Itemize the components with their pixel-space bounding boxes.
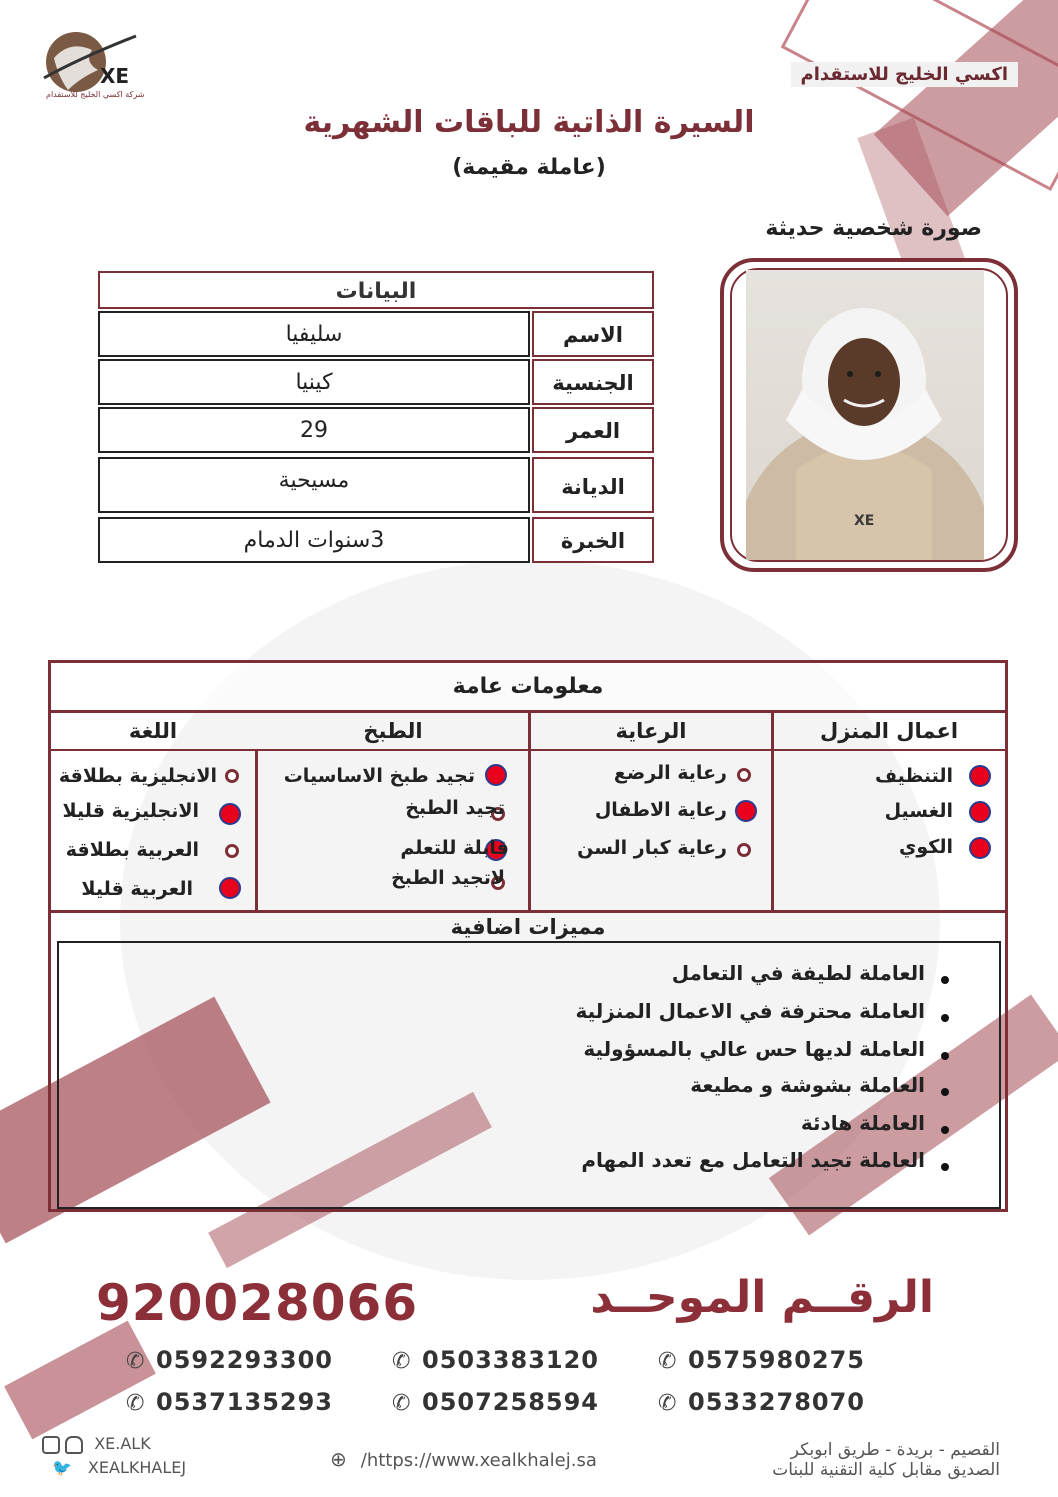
feature-item: العاملة تجيد التعامل مع تعدد المهام <box>581 1148 925 1172</box>
feature-item: العاملة هادئة <box>800 1111 925 1135</box>
bullet-icon <box>941 976 949 984</box>
unified-number-label: الرقــم الموحــد <box>590 1272 934 1323</box>
globe-icon: ⊕ <box>330 1447 347 1471</box>
unchecked-dot-icon <box>225 769 239 783</box>
option-infant-care: رعاية الرضع <box>613 762 727 784</box>
column-cooking: الطبخ <box>363 719 423 743</box>
data-row-experience <box>98 517 654 563</box>
unchecked-dot-icon <box>737 843 751 857</box>
checked-dot-icon <box>969 801 991 823</box>
company-name: اكسي الخليج للاستقدام <box>791 62 1018 87</box>
option-english-fluent: الانجليزية بطلاقة <box>58 765 217 787</box>
phone-number: ✆ 0592293300 <box>126 1346 333 1374</box>
checked-dot-icon <box>969 765 991 787</box>
column-home-work: اعمال المنزل <box>819 719 959 743</box>
option-basic-cooking: تجيد طبخ الاساسيات <box>283 765 475 787</box>
column-care: الرعاية <box>615 719 687 743</box>
experience-label: الخبرة <box>532 517 654 563</box>
religion-label: الديانة <box>532 457 654 513</box>
decorative-band-bottom-left <box>4 1321 156 1440</box>
option-arabic-fluent: العربية بطلاقة <box>65 839 199 861</box>
feature-item: العاملة لطيفة في التعامل <box>671 961 925 985</box>
general-info-table <box>48 660 1008 1212</box>
bullet-icon <box>941 1088 949 1096</box>
company-logo <box>40 28 170 100</box>
address-line-1: القصيم - بريدة - طريق ابوبكر <box>790 1440 1000 1460</box>
option-arabic-little: العربية قليلا <box>81 878 193 900</box>
instagram-icon <box>42 1436 60 1454</box>
option-good-cooking: تجيد الطبخ <box>405 797 505 819</box>
bullet-icon <box>941 1163 949 1171</box>
option-laundry: الغسيل <box>884 800 953 822</box>
experience-value: 3سنوات الدمام <box>98 517 530 563</box>
checked-dot-icon <box>735 800 757 822</box>
bullet-icon <box>941 1126 949 1134</box>
feature-item: العاملة لديها حس عالي بالمسؤولية <box>583 1037 925 1061</box>
data-row-religion <box>98 457 654 513</box>
checked-dot-icon <box>485 764 507 786</box>
snapchat-icon <box>65 1436 83 1454</box>
checked-dot-icon <box>969 837 991 859</box>
data-row-age <box>98 407 654 453</box>
name-label: الاسم <box>532 311 654 357</box>
social-handle: XE.ALK <box>42 1434 151 1454</box>
phone-icon: ✆ <box>126 1349 146 1374</box>
option-english-little: الانجليزية قليلا <box>62 800 199 822</box>
age-label: العمر <box>532 407 654 453</box>
religion-value: مسيحية <box>98 457 530 513</box>
option-can-learn: قابلة للتعلم <box>400 837 509 859</box>
unified-number: 920028066 <box>96 1274 419 1332</box>
logo-tagline: شركة اكسي الخليج للاستقدام <box>46 90 145 99</box>
svg-text:XE: XE <box>854 513 875 529</box>
option-ironing: الكوي <box>898 836 953 858</box>
features-heading: مميزات اضافية <box>450 915 606 939</box>
photo-label: صورة شخصية حديثة <box>765 216 982 241</box>
phone-number: ✆ 0575980275 <box>658 1346 865 1374</box>
unchecked-dot-icon <box>737 768 751 782</box>
option-cleaning: التنظيف <box>874 765 953 787</box>
feature-item: العاملة محترفة في الاعمال المنزلية <box>575 999 925 1023</box>
phone-icon: ✆ <box>392 1391 412 1416</box>
nationality-value: كينيا <box>98 359 530 405</box>
unchecked-dot-icon <box>225 844 239 858</box>
phone-number: ✆ 0503383120 <box>392 1346 599 1374</box>
data-row-name <box>98 311 654 357</box>
worker-photo <box>746 270 984 560</box>
logo-text: XE <box>100 64 130 88</box>
data-row-nationality <box>98 359 654 405</box>
website-link[interactable]: ⊕ /https://www.xealkhalej.sa <box>330 1447 597 1471</box>
page-title: السيرة الذاتية للباقات الشهرية <box>303 105 755 140</box>
feature-item: العاملة بشوشة و مطيعة <box>690 1073 925 1097</box>
general-info-heading: معلومات عامة <box>51 663 1005 711</box>
address-line-2: الصديق مقابل كلية التقنية للبنات <box>772 1460 1000 1480</box>
divider <box>255 749 258 911</box>
phone-number: ✆ 0507258594 <box>392 1388 599 1416</box>
phone-icon: ✆ <box>658 1391 678 1416</box>
phone-icon: ✆ <box>392 1349 412 1374</box>
checked-dot-icon <box>219 877 241 899</box>
phone-number: ✆ 0537135293 <box>126 1388 333 1416</box>
checked-dot-icon <box>219 803 241 825</box>
phone-icon: ✆ <box>658 1349 678 1374</box>
option-elderly-care: رعاية كبار السن <box>577 837 727 859</box>
data-table-heading: البيانات <box>98 271 654 309</box>
phone-number: ✆ 0533278070 <box>658 1388 865 1416</box>
page-subtitle: (عاملة مقيمة) <box>452 155 606 180</box>
phone-icon: ✆ <box>126 1391 146 1416</box>
bullet-icon <box>941 1014 949 1022</box>
bullet-icon <box>941 1052 949 1060</box>
twitter-icon: 🐦 <box>52 1458 72 1477</box>
name-value: سليفيا <box>98 311 530 357</box>
option-child-care: رعاية الاطفال <box>594 799 727 821</box>
nationality-label: الجنسية <box>532 359 654 405</box>
age-value: 29 <box>98 407 530 453</box>
twitter-handle: 🐦 XEALKHALEJ <box>52 1458 187 1477</box>
option-no-cooking: لاتجيد الطبخ <box>391 867 505 889</box>
column-language: اللغة <box>128 719 178 743</box>
